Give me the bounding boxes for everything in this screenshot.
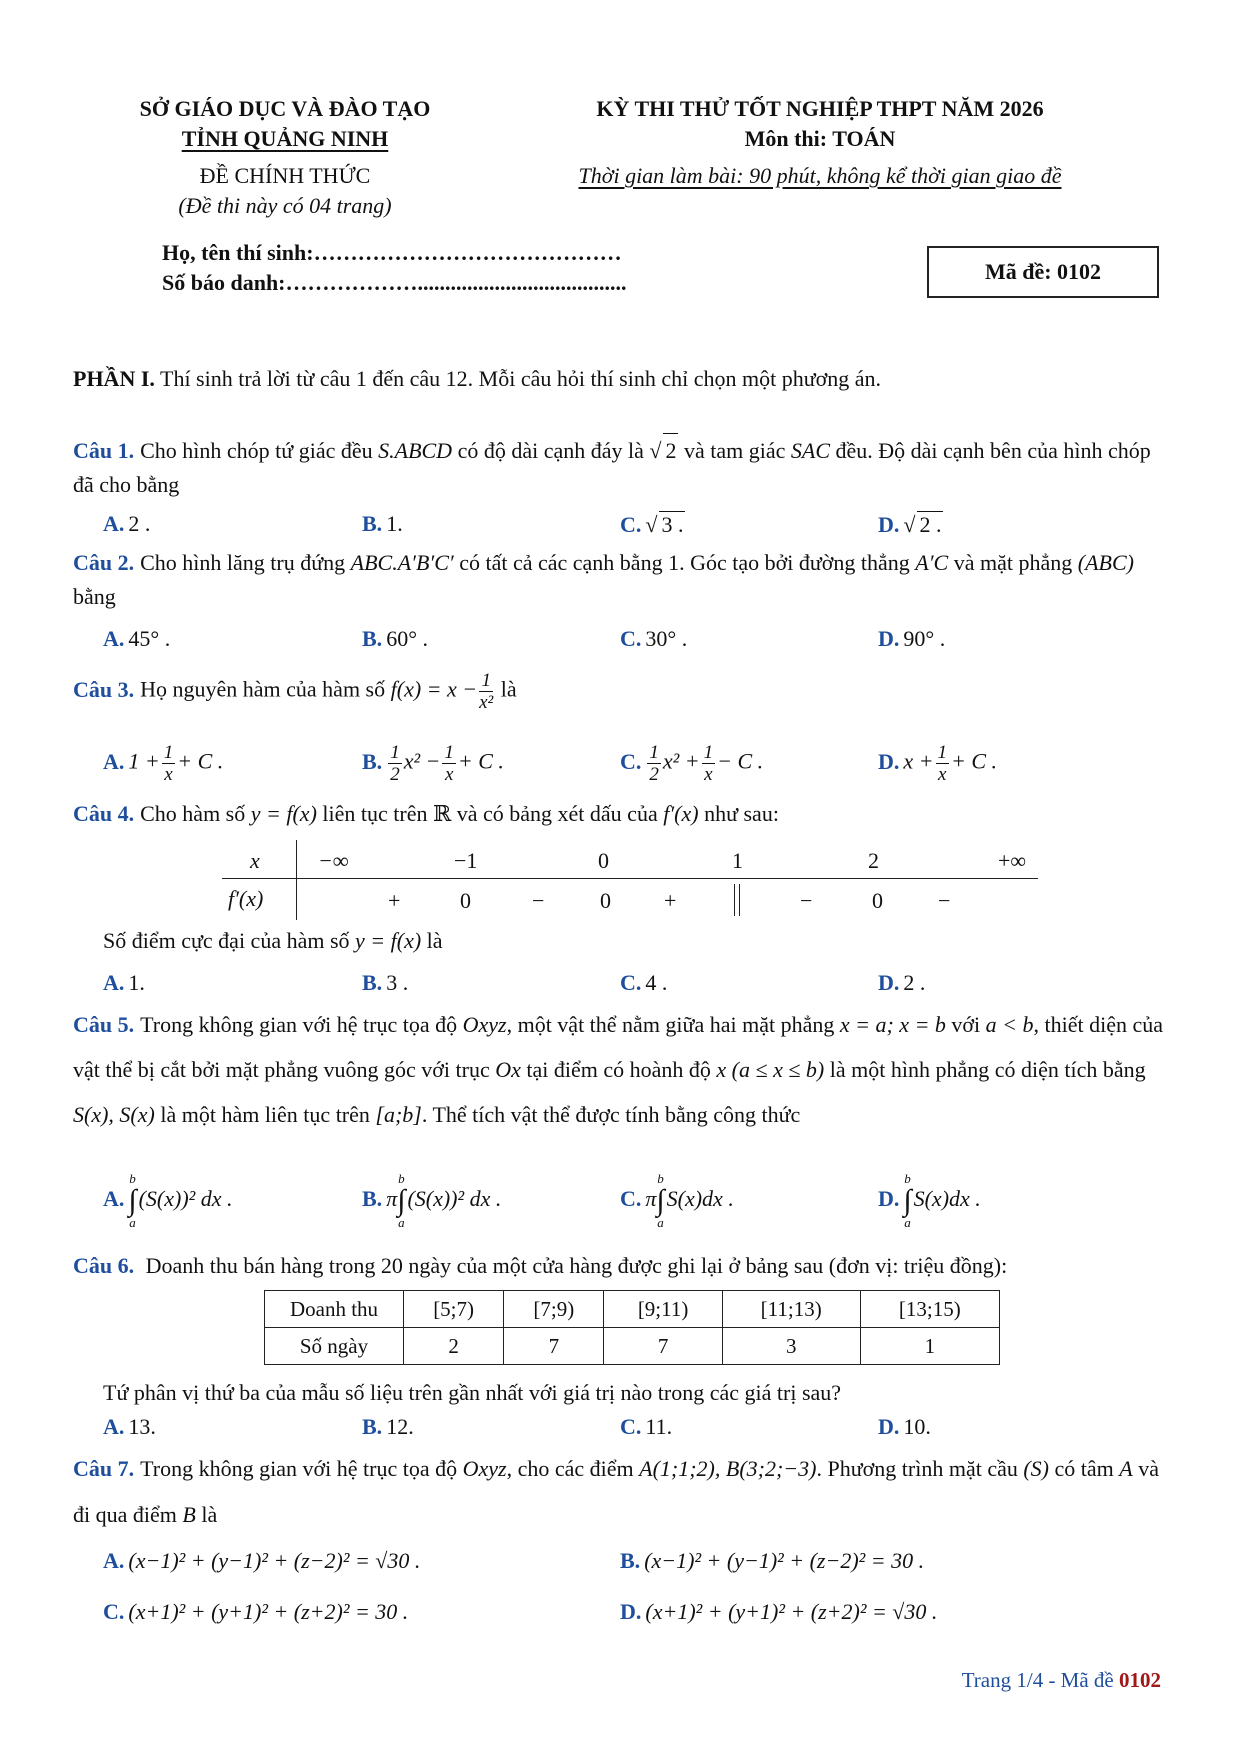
option-text: 60° .: [386, 626, 428, 651]
q3-text: là: [500, 676, 517, 702]
option-label: D.: [620, 1599, 642, 1624]
question-1-label: Câu 1.: [73, 438, 135, 463]
q6-prompt: Tứ phân vị thứ ba của mẫu số liệu trên gần nhất với giá trị nào trong các giá trị sau?: [103, 1380, 842, 1405]
table-cell: [9;11): [604, 1291, 722, 1328]
q4-option-c[interactable]: [620, 970, 667, 996]
question-4: [73, 797, 1168, 831]
tick: −∞: [318, 848, 349, 873]
integral-sign: b ∫ a: [397, 1171, 406, 1230]
q4-prompt: [103, 928, 443, 954]
option-text: (x+1)² + (y+1)² + (z+2)² = 30 .: [128, 1599, 409, 1624]
q6-option-c[interactable]: [620, 1414, 672, 1440]
q2-option-d[interactable]: [878, 626, 945, 652]
table-cell: Số ngày: [265, 1328, 404, 1365]
fraction: $\frac{1}{\text{x²}}$: [479, 670, 494, 713]
option-label: B.: [362, 748, 383, 774]
q7-text: và đi qua điểm: [73, 1456, 1159, 1527]
province-text: TỈNH QUẢNG NINH: [181, 126, 389, 151]
option-label: C.: [620, 1186, 642, 1212]
q5-option-a[interactable]: [103, 1172, 233, 1230]
q4-text: là: [426, 928, 443, 953]
q5-math: [a;b]: [375, 1102, 422, 1127]
q5-text: . Thể tích vật thể được tính bằng công thức: [421, 1102, 801, 1127]
option-label: A.: [103, 970, 125, 995]
sign: 0: [600, 888, 611, 913]
footer-code: 0102: [1119, 1668, 1161, 1692]
q3-option-a[interactable]: A. 1 + $\frac{1}{x}$ + C .: [103, 742, 224, 785]
option-text: 12.: [386, 1414, 414, 1439]
option-text: 90° .: [903, 626, 946, 651]
page-footer: [962, 1668, 1161, 1693]
q3-math: f(x) = x −: [390, 676, 478, 702]
option-text: 3 .: [661, 512, 684, 537]
province-name: [100, 126, 470, 152]
table-cell: 7: [504, 1328, 604, 1365]
q2-option-a[interactable]: [103, 626, 170, 652]
question-7: [73, 1446, 1168, 1538]
q7-text: , cho các điểm: [506, 1456, 634, 1481]
q2-text: bằng: [73, 584, 116, 609]
option-text: (x−1)² + (y−1)² + (z−2)² = √30 .: [128, 1548, 421, 1573]
q5-math: Ox: [495, 1057, 521, 1082]
q4-text: Cho hàm số: [140, 801, 246, 826]
option-text: 11.: [645, 1414, 673, 1439]
question-6: [73, 1249, 1168, 1283]
option-text: 1.: [386, 511, 403, 536]
option-label: B.: [362, 511, 383, 536]
q7-option-a[interactable]: [103, 1548, 420, 1574]
dept-name: SỞ GIÁO DỤC VÀ ĐÀO TẠO: [139, 96, 431, 121]
q5-text: là một hàm liên tục trên: [160, 1102, 370, 1127]
option-label: C.: [620, 512, 642, 537]
sqrt-symbol: √ 2: [649, 438, 678, 463]
option-text: 45° .: [128, 626, 171, 651]
q5-option-b[interactable]: B. π b ∫ a (S(x))² dx .: [362, 1171, 502, 1230]
fraction: $\frac{1}{x}$: [163, 742, 174, 785]
fraction: $\frac{1}{x}$: [444, 742, 454, 785]
table-cell: [13;15): [860, 1291, 999, 1328]
part1-instruction: [73, 366, 881, 392]
option-text: 30° .: [645, 626, 688, 651]
option-text: π: [386, 1186, 398, 1212]
undefined-marker: [734, 884, 740, 916]
table-cell: 3: [722, 1328, 860, 1365]
fraction: $\frac{1}{2}$: [649, 742, 659, 785]
q5-option-d[interactable]: [878, 1172, 981, 1230]
q2-text: Cho hình lăng trụ đứng: [140, 550, 346, 575]
option-text: (x+1)² + (y+1)² + (z+2)² = √30 .: [645, 1599, 938, 1624]
option-label: B.: [362, 1186, 383, 1212]
q1-option-c[interactable]: C. √ 3 .: [620, 512, 684, 537]
q5-text: là một hình phẳng có diện tích bằng: [829, 1057, 1146, 1082]
q6-option-a[interactable]: [103, 1414, 156, 1440]
option-label: D.: [878, 626, 900, 651]
option-text: S(x)dx .: [913, 1186, 981, 1212]
option-label: C.: [620, 970, 642, 995]
q4-option-d[interactable]: [878, 970, 925, 996]
option-text: (S(x))² dx .: [138, 1186, 233, 1212]
sign: −: [800, 888, 813, 913]
question-6-label: Câu 6.: [73, 1253, 135, 1278]
q5-text: với: [951, 1012, 981, 1037]
q7-math: B: [182, 1502, 196, 1527]
q1-math: S.ABCD: [378, 438, 453, 463]
option-text: 4 .: [645, 970, 668, 995]
table-cell: 7: [604, 1328, 722, 1365]
option-label: C.: [620, 1414, 642, 1439]
q5-text: tại điểm có hoành độ: [526, 1057, 711, 1082]
q7-math: A(1;1;2), B(3;2;−3): [639, 1456, 817, 1481]
option-text: 1.: [128, 970, 145, 995]
q2-text: và mặt phẳng: [953, 550, 1073, 575]
tick: 0: [598, 848, 609, 873]
row-label-x: x: [250, 848, 260, 873]
option-label: A.: [103, 1186, 125, 1212]
q4-option-b[interactable]: [362, 970, 408, 996]
question-3-label: Câu 3.: [73, 676, 135, 702]
option-label: B.: [362, 626, 383, 651]
question-7-label: Câu 7.: [73, 1456, 135, 1481]
part1-text: Thí sinh trả lời từ câu 1 đến câu 12. Mỗi câu hỏi thí sinh chỉ chọn một phương án.: [160, 366, 882, 391]
option-label: B.: [362, 1414, 383, 1439]
q4-text: Số điểm cực đại của hàm số: [103, 928, 350, 953]
q2-text: có tất cả các cạnh bằng 1. Góc tạo bởi đường thẳng: [459, 550, 910, 575]
option-label: A.: [103, 1548, 125, 1573]
sign-table-hline: [222, 878, 1038, 879]
sign: +: [388, 888, 401, 913]
q1-option-b[interactable]: [362, 511, 403, 537]
row-label-fprime: f′(x): [228, 886, 264, 911]
option-text: (x−1)² + (y−1)² + (z−2)² = 30 .: [644, 1548, 925, 1573]
option-label: A.: [103, 1414, 125, 1439]
option-label: D.: [878, 512, 900, 537]
sign: 0: [460, 888, 471, 913]
q5-math: Oxyz: [462, 1012, 507, 1037]
option-label: D.: [878, 970, 900, 995]
subject-title: Môn thi: TOÁN: [744, 126, 896, 151]
option-text: 3 .: [386, 970, 409, 995]
option-text: 2 .: [903, 970, 926, 995]
q7-text: có tâm: [1054, 1456, 1114, 1481]
table-cell: 2: [404, 1328, 504, 1365]
q6-option-b[interactable]: [362, 1414, 414, 1440]
exam-title: KỲ THI THỬ TỐT NGHIỆP THPT NĂM 2026: [596, 96, 1044, 121]
option-label: C.: [620, 626, 642, 651]
candidate-id-field: Số báo danh:………………......................................: [162, 270, 627, 295]
sign-table-vline: [296, 840, 297, 920]
q5-math: x (a ≤ x ≤ b): [716, 1057, 825, 1082]
table-cell: [7;9): [504, 1291, 604, 1328]
q6-text: Doanh thu bán hàng trong 20 ngày của một cửa hàng được ghi lại ở bảng sau (đơn vị: triệu đồng):: [145, 1253, 1008, 1278]
q3-option-d[interactable]: D. x + $\frac{1}{x}$ + C .: [878, 742, 998, 785]
option-label: D.: [878, 748, 900, 774]
option-text: 2 .: [128, 511, 151, 536]
q2-option-b[interactable]: [362, 626, 428, 652]
q5-option-c[interactable]: C. π b ∫ a S(x)dx .: [620, 1171, 734, 1230]
option-text: 1 +: [128, 748, 160, 774]
sign: −: [532, 888, 545, 913]
question-2-label: Câu 2.: [73, 550, 135, 575]
question-5: [73, 1002, 1168, 1137]
q5-text: , một vật thể nằm giữa hai mặt phẳng: [506, 1012, 835, 1037]
sign-table: [222, 840, 1038, 920]
tick: 2: [868, 848, 879, 873]
option-text: x² −: [403, 748, 441, 774]
q7-option-c[interactable]: [103, 1599, 408, 1625]
question-4-label: Câu 4.: [73, 801, 135, 826]
tick: −1: [454, 848, 478, 873]
q2-option-c[interactable]: [620, 626, 687, 652]
option-label: D.: [878, 1186, 900, 1212]
sign: 0: [872, 888, 883, 913]
sqrt-value: 2: [663, 433, 678, 468]
option-label: B.: [620, 1548, 641, 1573]
time-note: [530, 163, 1110, 189]
table-row: [265, 1291, 1000, 1328]
q5-math: x = a; x = b: [839, 1012, 946, 1037]
option-label: A.: [103, 511, 125, 536]
q7-option-b[interactable]: [620, 1548, 924, 1574]
integral-sign: b ∫ a: [903, 1171, 912, 1230]
option-text: x² +: [662, 748, 700, 774]
q1-text: Cho hình chóp tứ giác đều: [140, 438, 373, 463]
q3-option-b[interactable]: B. $\frac{1}{2}$ x² − $\frac{1}{x}$ + C .: [362, 742, 504, 785]
table-cell: 1: [860, 1328, 999, 1365]
option-text: π: [645, 1186, 657, 1212]
option-label: C.: [620, 748, 642, 774]
option-label: A.: [103, 748, 125, 774]
q2-math: (ABC): [1077, 550, 1134, 575]
option-label: D.: [878, 1414, 900, 1439]
integral-sign: b ∫ a: [656, 1171, 665, 1230]
q4-math: f′(x): [663, 801, 699, 826]
table-cell: [11;13): [722, 1291, 860, 1328]
page-count-note: (Đề thi này có 04 trang): [178, 193, 392, 218]
official-label: ĐỀ CHÍNH THỨC: [199, 163, 371, 188]
fraction: $\frac{1}{x}$: [937, 742, 948, 785]
q1-math: SAC: [790, 438, 830, 463]
option-label: C.: [103, 1599, 125, 1624]
time-note-text: Thời gian làm bài: 90 phút, không kể thời gian giao đề: [578, 163, 1062, 188]
tick: +∞: [998, 848, 1027, 873]
q1-text: và tam giác: [683, 438, 786, 463]
q7-text: . Phương trình mặt cầu: [816, 1456, 1018, 1481]
q5-text: Trong không gian với hệ trục tọa độ: [140, 1012, 458, 1037]
q7-math: (S): [1023, 1456, 1050, 1481]
question-1: [73, 433, 1168, 502]
integral-sign: b ∫ a: [128, 1171, 137, 1230]
option-text: 13.: [128, 1414, 156, 1439]
question-5-label: Câu 5.: [73, 1012, 135, 1037]
question-2: [73, 546, 1168, 614]
fraction: $\frac{1}{x}$: [703, 742, 714, 785]
table-row: [265, 1328, 1000, 1365]
sign: −: [938, 888, 951, 913]
q7-text: là: [201, 1502, 218, 1527]
footer-text: Trang 1/4 - Mã đề: [961, 1668, 1114, 1692]
q4-text: liên tục trên ℝ và có bảng xét dấu của: [322, 801, 658, 826]
q1-text: có độ dài cạnh đáy là: [457, 438, 644, 463]
option-text: x +: [903, 748, 934, 774]
q4-text: như sau:: [704, 801, 779, 826]
q2-math: A′C: [915, 550, 949, 575]
q7-text: Trong không gian với hệ trục tọa độ: [140, 1456, 458, 1481]
candidate-name-field: Họ, tên thí sinh:……………………………………: [162, 240, 622, 265]
q5-math: a < b: [985, 1012, 1034, 1037]
q7-math: Oxyz: [462, 1456, 507, 1481]
q4-math: y = f(x): [250, 801, 317, 826]
revenue-table: [264, 1290, 1000, 1365]
q3-text: Họ nguyên hàm của hàm số: [140, 676, 386, 702]
q7-option-d[interactable]: [620, 1599, 937, 1625]
option-text: 2 .: [919, 512, 942, 537]
q3-option-c[interactable]: C. $\frac{1}{2}$ x² + $\frac{1}{x}$ − C .: [620, 742, 764, 785]
q5-text: , thiết diện của vật thể bị cắt bởi mặt phẳng vuông góc với trục: [73, 1012, 1164, 1082]
exam-code-box: Mã đề: 0102: [927, 246, 1159, 298]
q1-option-a[interactable]: [103, 511, 150, 537]
q1-option-d[interactable]: D. √ 2 .: [878, 512, 942, 537]
q5-math: S(x), S(x): [73, 1102, 155, 1127]
sign: +: [664, 888, 677, 913]
option-text: 10.: [903, 1414, 931, 1439]
q7-math: A: [1119, 1456, 1133, 1481]
q4-math: y = f(x): [355, 928, 422, 953]
q6-option-d[interactable]: [878, 1414, 931, 1440]
table-cell: Doanh thu: [265, 1291, 404, 1328]
option-label: B.: [362, 970, 383, 995]
q2-math: ABC.A′B′C′: [350, 550, 454, 575]
fraction: $\frac{1}{2}$: [390, 742, 400, 785]
q4-option-a[interactable]: [103, 970, 145, 996]
tick: 1: [732, 848, 743, 873]
q1-text: đều. Độ dài cạnh bên của hình chóp đã cho bằng: [73, 438, 1151, 497]
option-label: A.: [103, 626, 125, 651]
table-cell: [5;7): [404, 1291, 504, 1328]
part1-title: PHẦN I.: [73, 366, 155, 391]
question-3: [73, 670, 1168, 713]
